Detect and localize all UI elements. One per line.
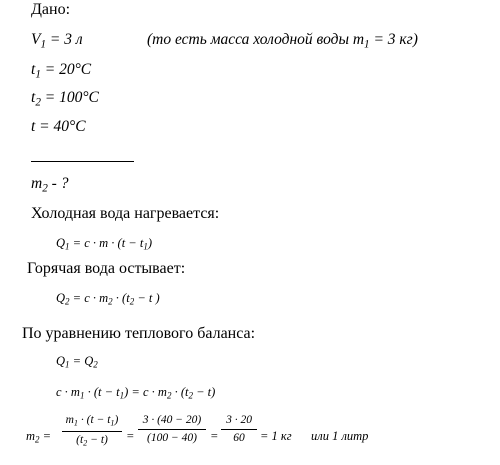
fraction-substituted-numerator: 3 · (40 − 20) bbox=[142, 414, 202, 426]
balance-label: По уравнению теплового баланса: bbox=[22, 325, 256, 342]
fraction-general-denominator: $(t_2 - t)$ bbox=[76, 434, 108, 448]
given-header: Дано: bbox=[31, 1, 71, 18]
equals-sign-a: = bbox=[126, 429, 135, 443]
equals-sign-b: = bbox=[210, 429, 219, 443]
fraction-substituted bbox=[138, 414, 206, 445]
balance-eq1: $Q_1 = Q_2$ bbox=[56, 354, 98, 370]
fraction-simplified-denominator: 60 bbox=[233, 432, 245, 444]
cold-formula: $Q_1 = c \cdot m \cdot (t - t_1)$ bbox=[56, 236, 153, 252]
fraction-general-numerator: $m_1 \cdot (t - t_1)$ bbox=[65, 414, 119, 428]
fraction-simplified bbox=[221, 414, 257, 445]
given-v1: $V_1 = 3$ л bbox=[31, 31, 83, 51]
balance-eq2: $c \cdot m_1 \cdot (t - t_1) = c \cdot m_2 \cdot (t_2 - t)$ bbox=[56, 385, 216, 401]
result-lhs: $m_2$ = bbox=[26, 429, 52, 445]
hot-label: Горячая вода остывает: bbox=[27, 260, 186, 277]
fraction-substituted-denominator: (100 − 40) bbox=[147, 432, 197, 444]
given-t1: $t_1 = 20^\circ C$ bbox=[31, 61, 92, 81]
fraction-general bbox=[62, 414, 122, 450]
given-t2: $t_2 = 100^\circ C$ bbox=[31, 89, 99, 109]
hot-formula: $Q_2 = c \cdot m_2 \cdot (t_2 - t$ ) bbox=[56, 291, 160, 307]
cold-label: Холодная вода нагревается: bbox=[31, 205, 220, 222]
result-alt: или 1 литр bbox=[311, 429, 369, 443]
fraction-simplified-numerator: 3 · 20 bbox=[226, 414, 252, 426]
given-t: t = 40°C bbox=[31, 118, 86, 135]
result-value: = 1 кг bbox=[260, 429, 292, 443]
given-note: (то есть масса холодной воды $m_1 = 3$ кг) bbox=[147, 31, 418, 51]
given-divider bbox=[31, 161, 134, 162]
find-unknown: $m_2$ - ? bbox=[31, 175, 69, 195]
